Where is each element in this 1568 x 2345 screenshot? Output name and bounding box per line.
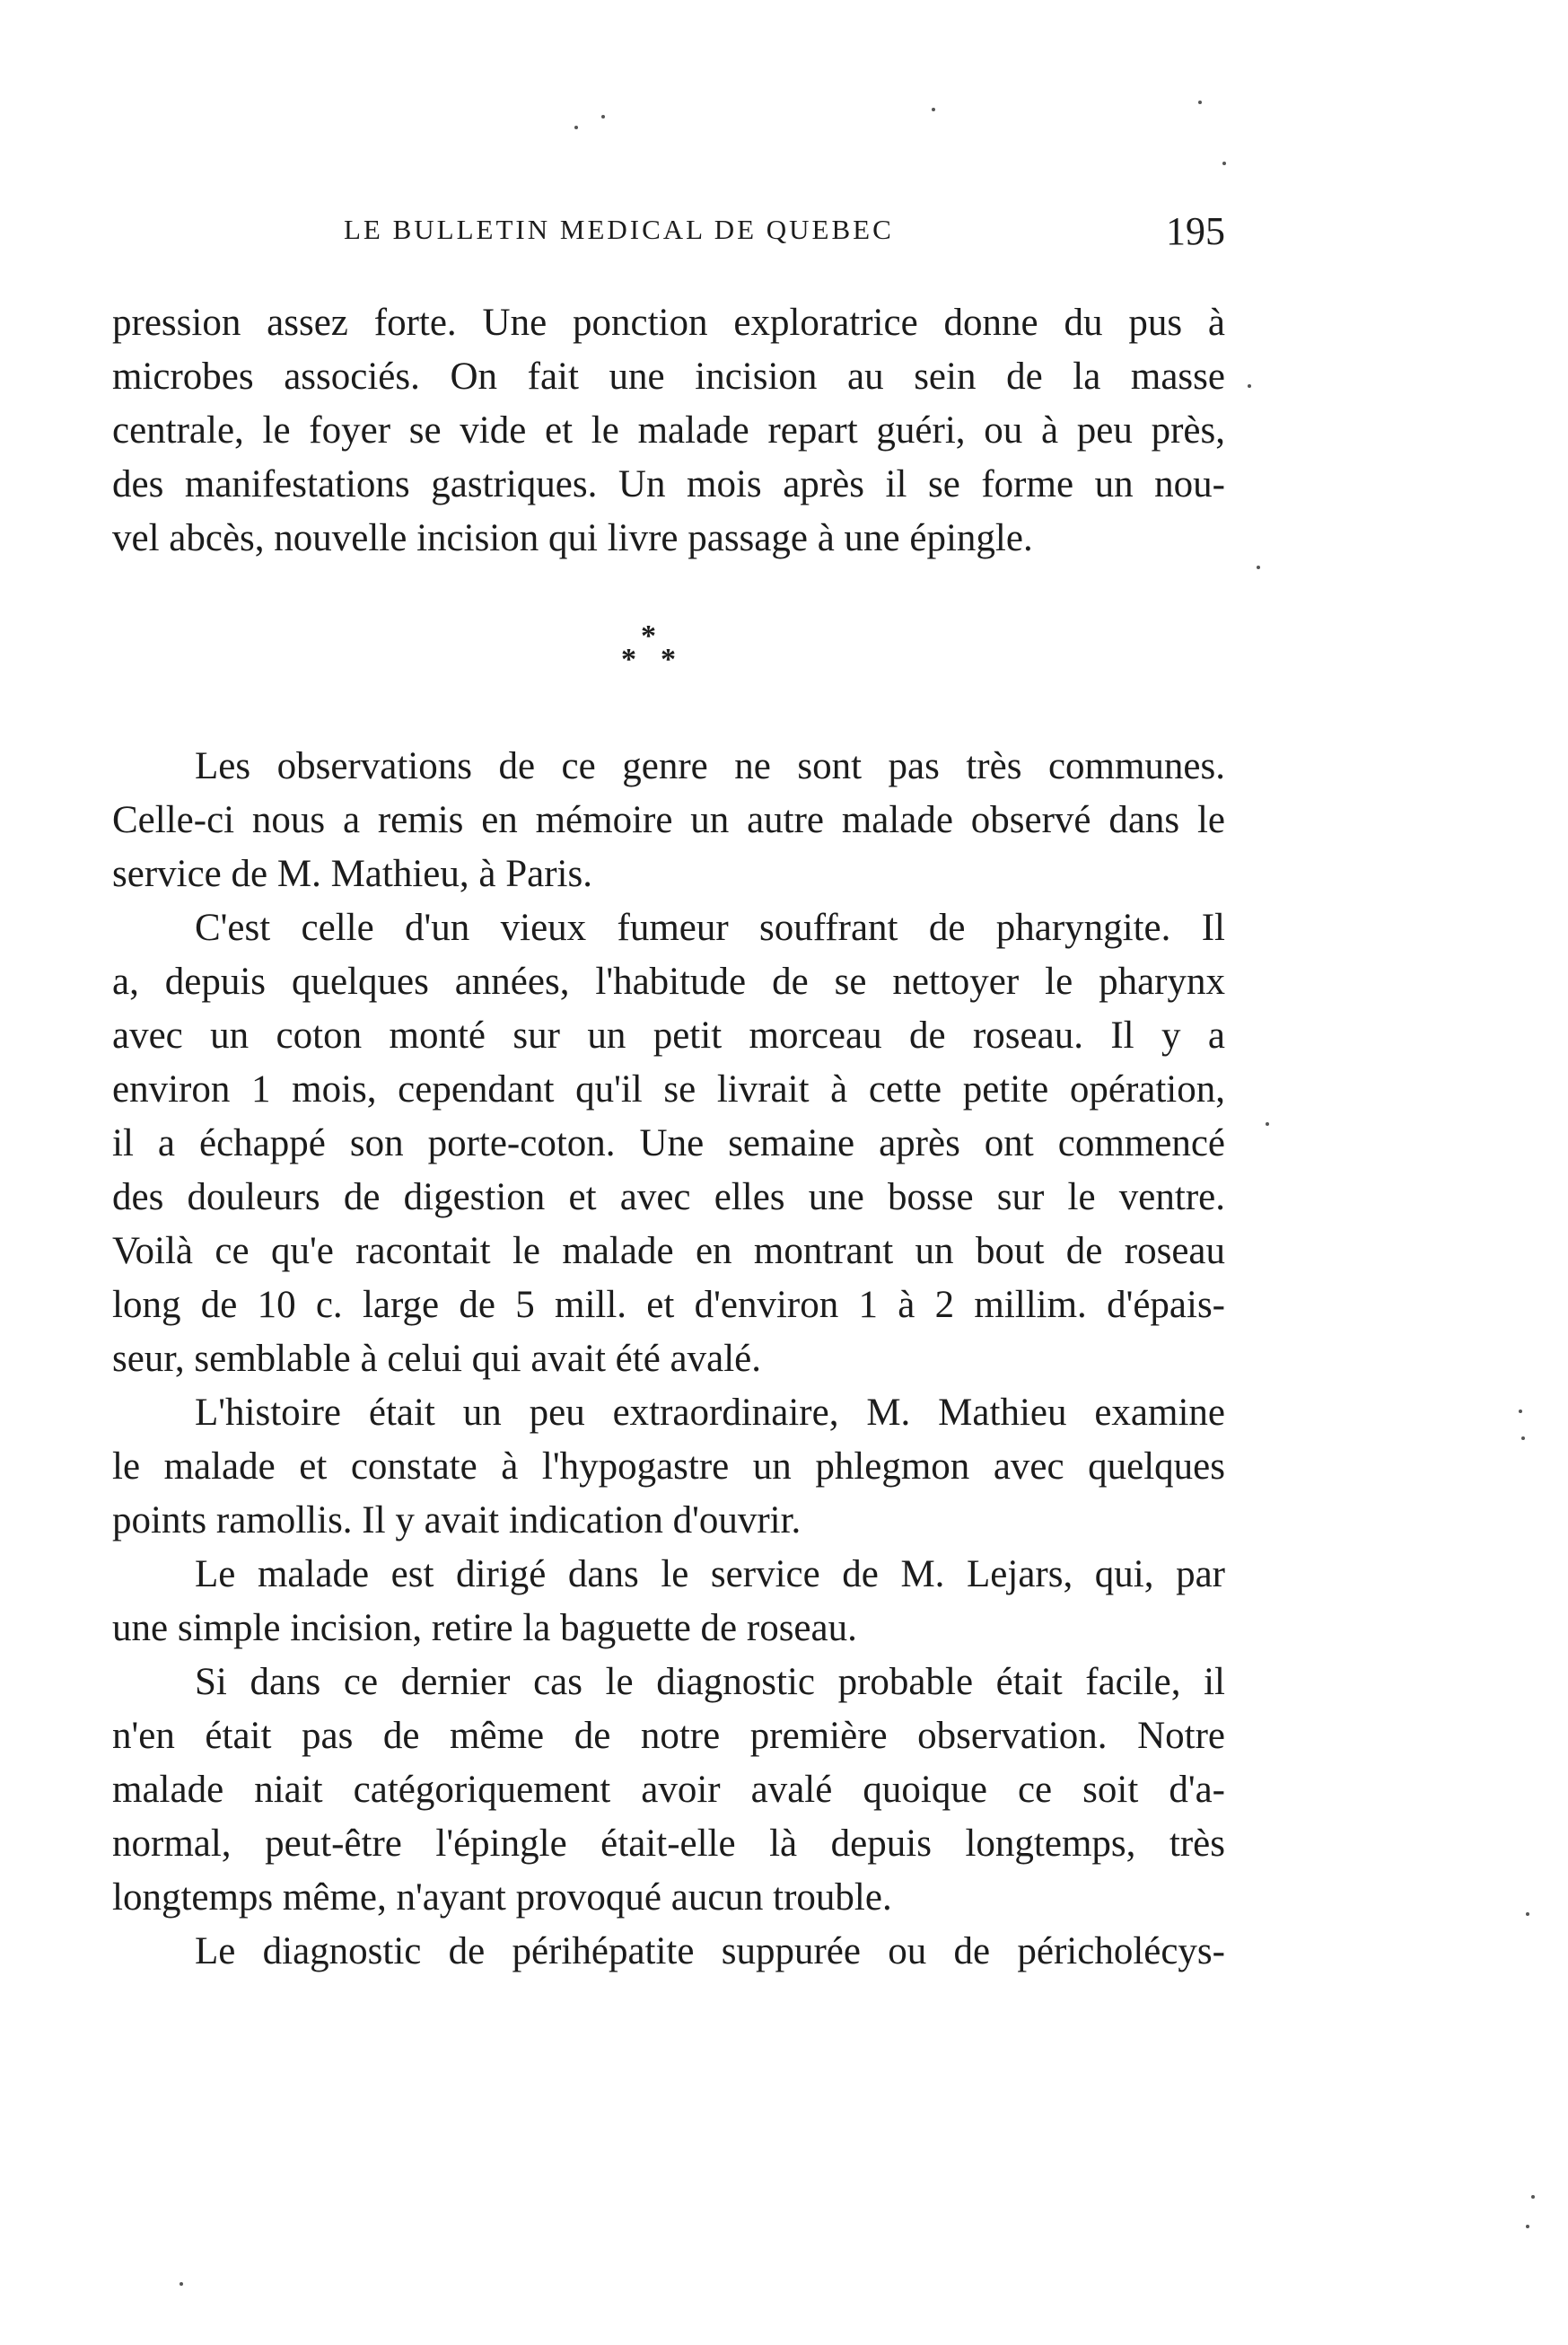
text-line: malade niait catégoriquement avoir avalé quoique ce soit d'a- xyxy=(112,1769,1225,1811)
text-line: pression assez forte. Une ponction exploratrice donne du pus à xyxy=(112,302,1225,344)
running-title: LE BULLETIN MEDICAL DE QUEBEC xyxy=(344,214,894,245)
paragraph-first-line: Le malade est dirigé dans le service de M. Lejars, qui, par xyxy=(195,1553,1225,1595)
scan-speck xyxy=(1248,384,1251,388)
asterism-star: * xyxy=(661,643,676,676)
scan-speck xyxy=(1531,2195,1535,2199)
scan-speck xyxy=(1266,1122,1269,1126)
scan-speck xyxy=(601,115,605,119)
page-number: 195 xyxy=(1166,209,1225,253)
text-line: longtemps même, n'ayant provoqué aucun trouble. xyxy=(112,1876,892,1919)
paragraph-continuation xyxy=(112,296,1225,566)
paragraph-first-line: C'est celle d'un vieux fumeur souffrant de pharyngite. Il xyxy=(195,907,1225,949)
text-line: normal, peut-être l'épingle était-elle là depuis longtemps, très xyxy=(112,1822,1225,1865)
paragraph-first-line: Si dans ce dernier cas le diagnostic probable était facile, il xyxy=(195,1661,1225,1703)
text-line: des manifestations gastriques. Un mois après il se forme un nou- xyxy=(112,463,1225,505)
text-line: il a échappé son porte-coton. Une semaine après ont commencé xyxy=(112,1122,1225,1164)
paragraph-first-line: L'histoire était un peu extraordinaire, M. Mathieu examine xyxy=(195,1392,1225,1434)
text-line: des douleurs de digestion et avec elles une bosse sur le ventre. xyxy=(112,1176,1225,1218)
running-head xyxy=(112,209,1225,268)
scan-speck xyxy=(1519,1410,1522,1413)
text-line: avec un coton monté sur un petit morceau de roseau. Il y a xyxy=(112,1014,1225,1057)
text-line: une simple incision, retire la baguette de roseau. xyxy=(112,1607,857,1649)
text-line: centrale, le foyer se vide et le malade repart guéri, ou à peu près, xyxy=(112,409,1225,452)
text-line: microbes associés. On fait une incision au sein de la masse xyxy=(112,356,1225,398)
text-line: vel abcès, nouvelle incision qui livre passage à une épingle. xyxy=(112,517,1033,559)
main-text xyxy=(112,740,1225,1979)
scan-speck xyxy=(1198,101,1202,104)
text-line: points ramollis. Il y avait indication d'ouvrir. xyxy=(112,1499,802,1541)
text-line: le malade et constate à l'hypogastre un phlegmon avec quelques xyxy=(112,1445,1225,1488)
text-line: a, depuis quelques années, l'habitude de se nettoyer le pharynx xyxy=(112,961,1225,1003)
text-line: Voilà ce qu'e racontait le malade en montrant un bout de roseau xyxy=(112,1230,1225,1272)
scan-speck xyxy=(1257,566,1260,569)
scan-speck xyxy=(1526,1912,1529,1916)
asterism-star: * xyxy=(641,619,656,653)
text-line: seur, semblable à celui qui avait été avalé. xyxy=(112,1338,761,1380)
scan-speck xyxy=(574,126,578,129)
scan-speck xyxy=(1526,2225,1529,2228)
scan-speck xyxy=(1222,162,1226,165)
text-line: n'en était pas de même de notre première observation. Notre xyxy=(112,1715,1225,1757)
scan-speck xyxy=(932,108,935,111)
text-line: service de M. Mathieu, à Paris. xyxy=(112,853,592,895)
asterism-star: * xyxy=(621,643,636,676)
scan-speck xyxy=(180,2282,183,2286)
text-line: Celle-ci nous a remis en mémoire un autre malade observé dans le xyxy=(112,799,1225,841)
asterism-separator xyxy=(610,619,700,676)
text-line: environ 1 mois, cependant qu'il se livrait à cette petite opération, xyxy=(112,1068,1225,1111)
paragraph-first-line: Le diagnostic de périhépatite suppurée ou de péricholécys- xyxy=(195,1930,1225,1972)
text-line: long de 10 c. large de 5 mill. et d'environ 1 à 2 millim. d'épais- xyxy=(112,1284,1225,1326)
paragraph-first-line: Les observations de ce genre ne sont pas très communes. xyxy=(195,745,1225,787)
scan-speck xyxy=(1521,1436,1525,1440)
